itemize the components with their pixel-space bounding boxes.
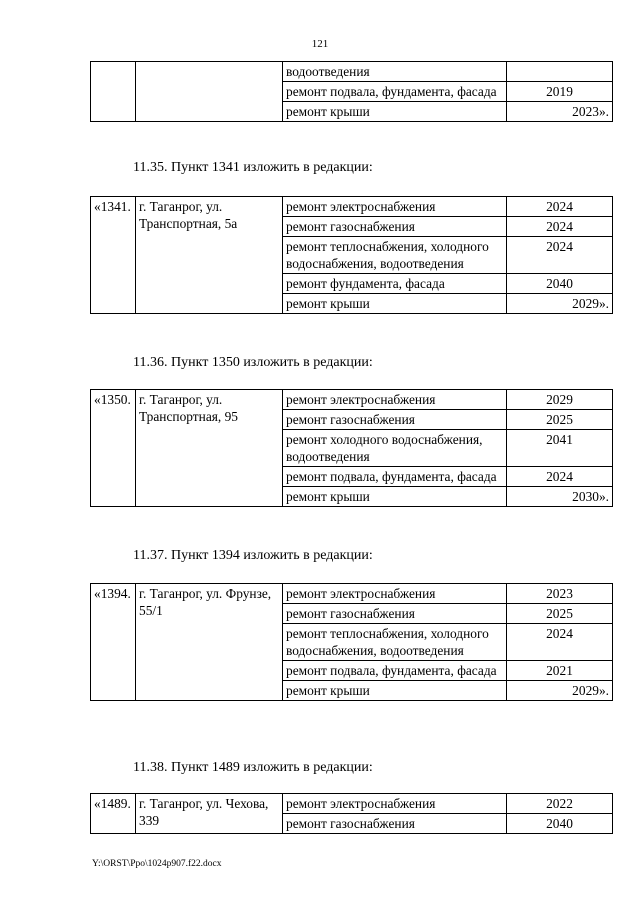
table-row xyxy=(91,584,613,604)
year-cell: 2029 xyxy=(507,390,613,410)
work-type-cell: ремонт теплоснабжения, холодного водоснабжения, водоотведения xyxy=(283,237,507,274)
item-number-cell: «1489. xyxy=(91,794,136,834)
address-cell: г. Таганрог, ул. Чехова, 339 xyxy=(136,794,283,834)
year-cell: 2023 xyxy=(507,584,613,604)
repair-table-1350 xyxy=(90,389,613,507)
year-cell: 2024 xyxy=(507,237,613,274)
item-number-cell: «1341. xyxy=(91,197,136,314)
work-type-cell: ремонт газоснабжения xyxy=(283,410,507,430)
address-cell: г. Таганрог, ул. Транспортная, 95 xyxy=(136,390,283,507)
item-number-cell xyxy=(91,62,136,122)
work-type-cell: ремонт крыши xyxy=(283,294,507,314)
year-cell xyxy=(507,62,613,82)
work-type-cell: ремонт фундамента, фасада xyxy=(283,274,507,294)
work-type-cell: ремонт подвала, фундамента, фасада xyxy=(283,82,507,102)
work-type-cell: ремонт газоснабжения xyxy=(283,814,507,834)
work-type-cell: ремонт электроснабжения xyxy=(283,584,507,604)
work-type-cell: ремонт подвала, фундамента, фасада xyxy=(283,661,507,681)
amendment-paragraph-11-36: 11.36. Пункт 1350 изложить в редакции: xyxy=(133,355,373,370)
address-cell: г. Таганрог, ул. Фрунзе, 55/1 xyxy=(136,584,283,701)
table-row xyxy=(91,794,613,814)
work-type-cell: ремонт крыши xyxy=(283,681,507,701)
work-type-cell: ремонт электроснабжения xyxy=(283,197,507,217)
document-file-path: Y:\ORST\Ppo\1024p907.f22.docx xyxy=(92,859,222,869)
work-type-cell: ремонт электроснабжения xyxy=(283,390,507,410)
work-type-cell: ремонт газоснабжения xyxy=(283,217,507,237)
year-cell: 2023». xyxy=(507,102,613,122)
table-row xyxy=(91,197,613,217)
work-type-cell: ремонт крыши xyxy=(283,102,507,122)
address-cell xyxy=(136,62,283,122)
year-cell: 2025 xyxy=(507,604,613,624)
year-cell: 2019 xyxy=(507,82,613,102)
year-cell: 2024 xyxy=(507,217,613,237)
year-cell: 2029». xyxy=(507,681,613,701)
year-cell: 2021 xyxy=(507,661,613,681)
year-cell: 2025 xyxy=(507,410,613,430)
work-type-cell: ремонт теплоснабжения, холодного водоснабжения, водоотведения xyxy=(283,624,507,661)
work-type-cell: ремонт газоснабжения xyxy=(283,604,507,624)
year-cell: 2041 xyxy=(507,430,613,467)
year-cell: 2022 xyxy=(507,794,613,814)
work-type-cell: ремонт подвала, фундамента, фасада xyxy=(283,467,507,487)
year-cell: 2024 xyxy=(507,624,613,661)
amendment-paragraph-11-35: 11.35. Пункт 1341 изложить в редакции: xyxy=(133,160,373,175)
repair-table-1489 xyxy=(90,793,613,834)
page-number: 121 xyxy=(311,38,329,50)
table-row xyxy=(91,390,613,410)
amendment-paragraph-11-37: 11.37. Пункт 1394 изложить в редакции: xyxy=(133,548,373,563)
address-cell: г. Таганрог, ул. Транспортная, 5а xyxy=(136,197,283,314)
item-number-cell: «1394. xyxy=(91,584,136,701)
year-cell: 2029». xyxy=(507,294,613,314)
work-type-cell: ремонт крыши xyxy=(283,487,507,507)
work-type-cell: ремонт электроснабжения xyxy=(283,794,507,814)
year-cell: 2040 xyxy=(507,814,613,834)
repair-table-continued xyxy=(90,61,613,122)
item-number-cell: «1350. xyxy=(91,390,136,507)
work-type-cell: водоотведения xyxy=(283,62,507,82)
year-cell: 2040 xyxy=(507,274,613,294)
table-row xyxy=(91,62,613,82)
year-cell: 2024 xyxy=(507,197,613,217)
repair-table-1341 xyxy=(90,196,613,314)
year-cell: 2030». xyxy=(507,487,613,507)
repair-table-1394 xyxy=(90,583,613,701)
year-cell: 2024 xyxy=(507,467,613,487)
amendment-paragraph-11-38: 11.38. Пункт 1489 изложить в редакции: xyxy=(133,760,373,775)
work-type-cell: ремонт холодного водоснабжения, водоотведения xyxy=(283,430,507,467)
